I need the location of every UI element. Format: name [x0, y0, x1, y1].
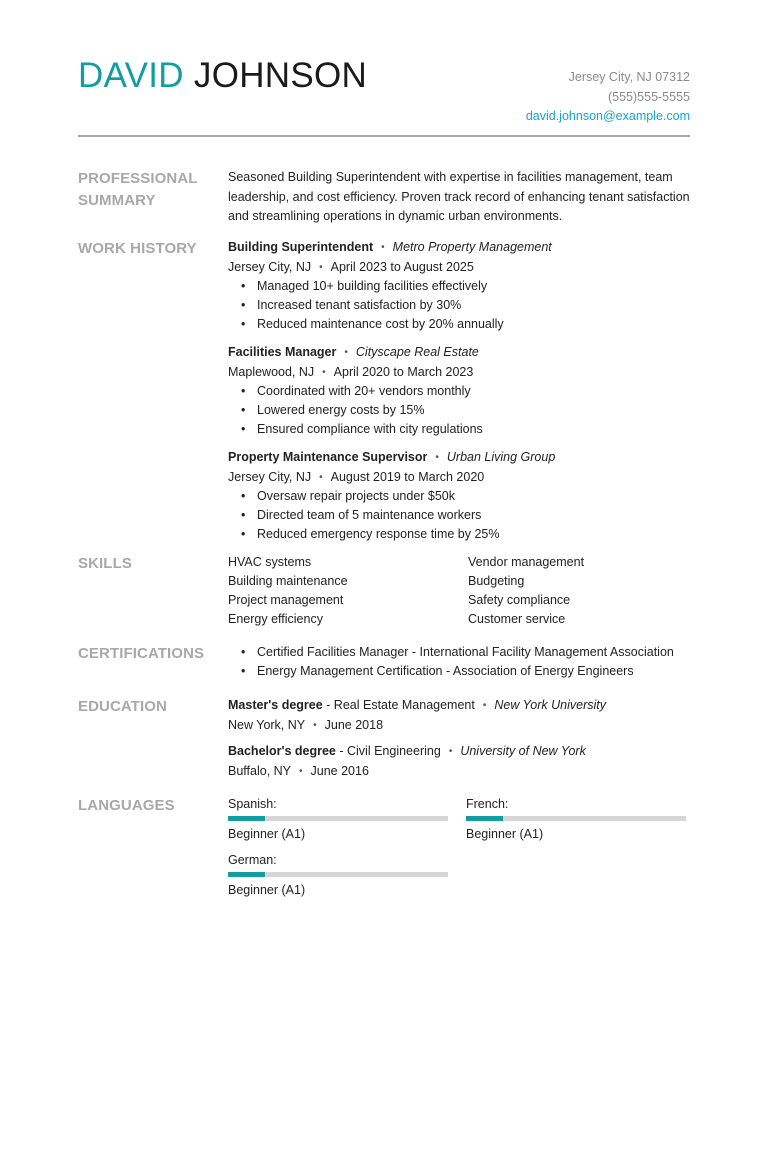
summary-heading: PROFESSIONAL SUMMARY [78, 170, 198, 209]
skill-item: Vendor management [468, 555, 585, 569]
languages-section [78, 795, 690, 905]
contact-info [526, 68, 690, 127]
bullet-item: • Reduced maintenance cost by 20% annually [240, 315, 690, 334]
job-dates: August 2019 to March 2020 [330, 469, 485, 484]
job-location: Jersey City, NJ [228, 469, 312, 484]
school-name: University of New York [460, 744, 586, 758]
separator-dot: • [435, 452, 439, 463]
bullet-item: • Oversaw repair projects under $50k [240, 487, 690, 506]
language-level: Beginner (A1) [228, 827, 306, 841]
field-of-study: - Civil Engineering [335, 744, 441, 758]
skill-item: HVAC systems [228, 555, 312, 569]
certification-bullets [240, 643, 690, 681]
language-name: French: [466, 797, 509, 811]
work-history-list [228, 238, 690, 553]
job-meta [228, 363, 690, 383]
job-heading [228, 343, 690, 363]
bullet-item: • Coordinated with 20+ vendors monthly [240, 382, 690, 401]
language-level: Beginner (A1) [466, 827, 544, 841]
school-location: New York, NY [228, 717, 306, 732]
languages-heading: LANGUAGES [78, 797, 175, 814]
education-heading-line [228, 742, 690, 762]
language-item [228, 795, 448, 843]
job-dates: April 2023 to August 2025 [330, 259, 474, 274]
proficiency-bar [228, 816, 448, 821]
job-meta [228, 258, 690, 278]
job-entry [228, 343, 690, 439]
certification-item: • Energy Management Certification - Association of Energy Engineers [240, 662, 690, 681]
skills-grid [228, 553, 690, 629]
separator-dot: • [448, 746, 453, 757]
education-meta [228, 762, 690, 782]
graduation-date: June 2016 [310, 763, 369, 778]
job-meta [228, 468, 690, 488]
proficiency-fill [228, 816, 265, 821]
job-title: Property Maintenance Supervisor [228, 450, 428, 464]
separator-dot: • [344, 347, 348, 358]
degree: Bachelor's degree [228, 744, 336, 758]
job-heading [228, 448, 690, 468]
separator-dot: • [313, 719, 317, 731]
job-dates: April 2020 to March 2023 [333, 364, 474, 379]
separator-dot: • [322, 366, 326, 378]
education-entry [228, 742, 690, 781]
company-name: Cityscape Real Estate [355, 345, 479, 359]
skill-item: Safety compliance [468, 593, 571, 607]
job-bullets [240, 487, 690, 544]
degree: Master's degree [228, 698, 323, 712]
company-name: Metro Property Management [392, 240, 552, 254]
education-heading: EDUCATION [78, 698, 167, 715]
language-level: Beginner (A1) [228, 883, 306, 897]
company-name: Urban Living Group [446, 450, 556, 464]
candidate-name [78, 56, 367, 96]
job-title: Facilities Manager [228, 345, 337, 359]
address: Jersey City, NJ 07312 [568, 70, 690, 84]
skill-item: Energy efficiency [228, 612, 323, 626]
languages-grid [228, 795, 690, 905]
separator-dot: • [299, 765, 303, 777]
resume-header [78, 52, 690, 124]
job-entry [228, 448, 690, 544]
proficiency-bar [466, 816, 686, 821]
education-heading-line [228, 696, 690, 716]
school-name: New York University [494, 698, 606, 712]
language-name: Spanish: [228, 797, 277, 811]
language-item [466, 795, 686, 843]
bullet-item: • Reduced emergency response time by 25% [240, 525, 690, 544]
field-of-study: - Real Estate Management [322, 698, 475, 712]
language-item [228, 851, 448, 899]
work-history-heading: WORK HISTORY [78, 240, 197, 257]
language-name: German: [228, 853, 277, 867]
separator-dot: • [319, 261, 323, 273]
proficiency-fill [466, 816, 503, 821]
job-location: Maplewood, NJ [228, 364, 315, 379]
education-meta [228, 716, 690, 736]
certifications-list [228, 643, 690, 681]
skills-heading: SKILLS [78, 555, 132, 572]
proficiency-bar [228, 872, 448, 877]
skill-item: Building maintenance [228, 574, 348, 588]
summary-text: Seasoned Building Superintendent with expertise in facilities management, team leadership, and cost efficiency. Proven track record of enhancing tenant satisfaction and streamlining operations in dynamic urban environments. [228, 170, 690, 223]
skill-item: Budgeting [468, 574, 525, 588]
skill-item: Project management [228, 593, 344, 607]
job-bullets [240, 277, 690, 334]
education-list [228, 696, 690, 788]
job-entry [228, 238, 690, 334]
bullet-item: • Managed 10+ building facilities effectively [240, 277, 690, 296]
proficiency-fill [228, 872, 265, 877]
job-bullets [240, 382, 690, 439]
email-link[interactable]: david.johnson@example.com [525, 109, 690, 123]
education-entry [228, 696, 690, 735]
separator-dot: • [381, 242, 385, 253]
bullet-item: • Increased tenant satisfaction by 30% [240, 296, 690, 315]
bullet-item: • Ensured compliance with city regulations [240, 420, 690, 439]
school-location: Buffalo, NY [228, 763, 292, 778]
skill-item: Customer service [468, 612, 566, 626]
bullet-item: • Directed team of 5 maintenance workers [240, 506, 690, 525]
bullet-item: • Lowered energy costs by 15% [240, 401, 690, 420]
last-name: JOHNSON [193, 56, 368, 95]
job-location: Jersey City, NJ [228, 259, 312, 274]
job-heading [228, 238, 690, 258]
phone: (555)555-5555 [607, 89, 690, 104]
job-title: Building Superintendent [228, 240, 374, 254]
separator-dot: • [482, 700, 487, 711]
header-divider [78, 135, 690, 137]
certifications-heading: CERTIFICATIONS [78, 645, 205, 662]
first-name: DAVID [78, 56, 184, 95]
graduation-date: June 2018 [324, 717, 384, 732]
separator-dot: • [319, 471, 323, 483]
certification-item: • Certified Facilities Manager - International Facility Management Association [240, 643, 690, 662]
